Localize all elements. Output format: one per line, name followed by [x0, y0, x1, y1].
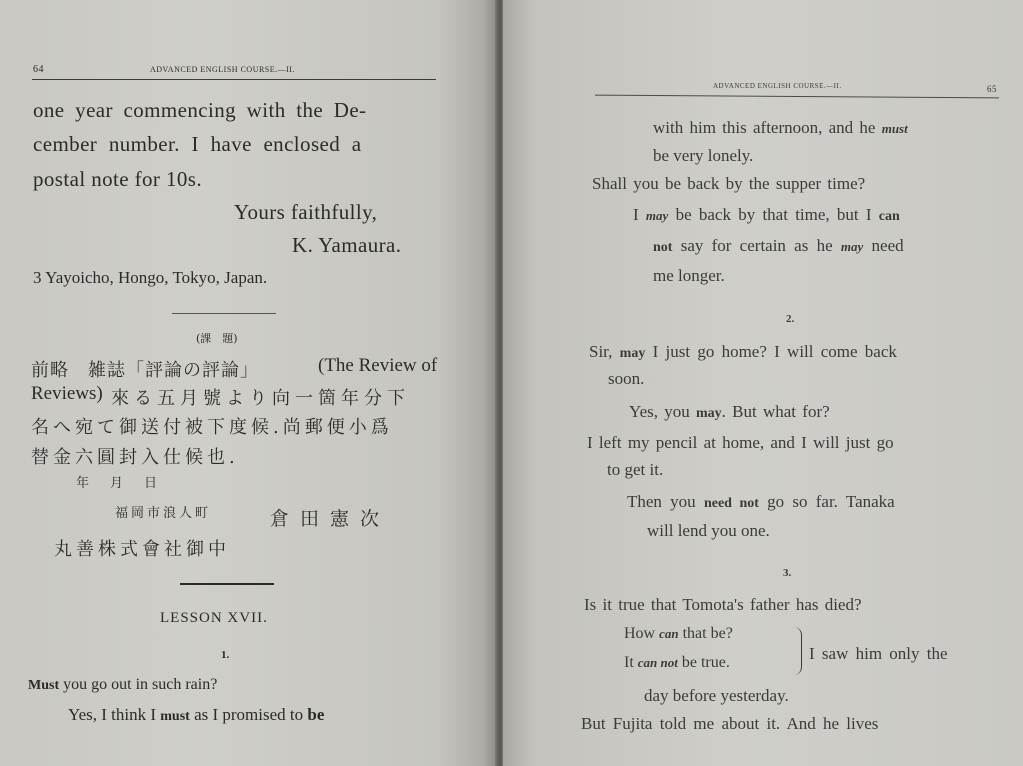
exercise-line: Reviews)	[31, 383, 103, 404]
text-span: go so far. Tanaka	[758, 492, 895, 511]
modal-word: must	[881, 121, 908, 136]
brace	[794, 627, 802, 675]
text-line: I left my pencil at home, and I will just go	[587, 433, 894, 452]
answer-line	[68, 705, 324, 725]
modal-word: not	[653, 240, 673, 255]
running-head: ADVANCED ENGLISH COURSE.—II.	[713, 82, 842, 90]
lesson-title: LESSON XVII.	[160, 610, 268, 626]
page-number: 64	[33, 64, 44, 75]
question-line: Shall you be back by the supper time?	[592, 174, 866, 193]
text-span: How	[624, 625, 660, 642]
answer-line	[627, 492, 895, 512]
text-span: be back by that time, but I	[668, 205, 879, 224]
header-rule	[32, 79, 436, 80]
exercise-line: 來る五月號より向一箇年分下	[111, 388, 410, 409]
header-rule	[595, 95, 999, 99]
sender-name: 倉田憲次	[270, 508, 391, 530]
text-line: I saw him only the	[809, 644, 948, 663]
text-span: Yes, you	[629, 402, 696, 421]
modal-word: can	[659, 626, 679, 641]
letter-closing: Yours faithfully,	[234, 200, 378, 224]
exercise-line: 前略 雑誌「評論の評論」	[31, 360, 259, 381]
right-page	[503, 0, 1023, 766]
text-line: to get it.	[607, 460, 664, 479]
modal-word: can	[878, 209, 900, 224]
section-number: 1.	[221, 649, 230, 661]
letter-signature: K. Yamaura.	[292, 233, 402, 257]
letter-line: cember number. I have enclosed a	[33, 132, 362, 156]
text-line: But Fujita told me about it. And he lives	[581, 714, 879, 733]
recipient: 丸善株式會社御中	[54, 539, 230, 560]
question-text: you go out in such rain?	[59, 676, 218, 693]
question-line	[28, 676, 217, 694]
text-span: say for certain as he	[672, 236, 841, 255]
section-number: 2.	[786, 313, 795, 325]
modal-word: may	[619, 346, 646, 361]
text-span: I	[633, 205, 646, 224]
exercise-line: 名へ宛て御送付被下度候.尚郵便小爲	[31, 417, 393, 438]
text-line: be very lonely.	[653, 146, 754, 165]
text-span: with him this afternoon, and he	[653, 118, 882, 137]
text-span: need	[863, 236, 904, 255]
text-line	[624, 654, 730, 672]
sender-address: 福岡市浪人町	[115, 506, 212, 521]
modal-word: may	[645, 208, 669, 223]
answer-line	[629, 402, 830, 422]
letter-line: one year commencing with the De-	[33, 98, 367, 122]
text-span: Sir,	[589, 342, 620, 361]
exercise-date: 年 月 日	[76, 476, 162, 491]
text-line: will lend you one.	[647, 521, 770, 540]
text-span: . But what for?	[721, 402, 830, 421]
text-span: be true.	[677, 654, 730, 671]
text-line: day before yesterday.	[644, 686, 789, 705]
exercise-line: (The Review of	[318, 355, 438, 376]
page-number: 65	[987, 84, 997, 94]
modal-word: Must	[28, 678, 60, 693]
modal-word: can not	[637, 655, 678, 670]
section-number: 3.	[783, 567, 792, 579]
left-page	[0, 0, 497, 766]
letter-line: postal note for 10s.	[33, 167, 202, 191]
answer-line: me longer.	[653, 266, 725, 285]
modal-word: may	[696, 406, 722, 421]
text-span: that be?	[678, 625, 733, 642]
text-line: soon.	[608, 369, 645, 388]
question-line	[589, 342, 897, 362]
text-line	[624, 625, 733, 643]
text-span: Then you	[627, 492, 704, 511]
answer-text: be	[307, 705, 325, 724]
section-divider	[172, 313, 276, 314]
answer-line	[653, 236, 904, 256]
modal-word: need not	[703, 496, 759, 511]
modal-word: must	[160, 709, 190, 724]
letter-address: 3 Yayoicho, Hongo, Tokyo, Japan.	[33, 268, 268, 287]
running-head: ADVANCED ENGLISH COURSE.—II.	[150, 65, 295, 74]
lesson-divider	[180, 583, 274, 585]
answer-line	[633, 205, 900, 225]
text-span: It	[624, 654, 638, 671]
answer-text: Yes, I think I	[68, 705, 161, 724]
question-line: Is it true that Tomota's father has died?	[584, 595, 862, 614]
exercise-label: (課 題)	[196, 332, 238, 345]
text-span: I just go home? I will come back	[645, 342, 897, 361]
answer-text: as I promised to	[189, 705, 308, 724]
exercise-line: 替金六圓封入仕候也.	[31, 447, 239, 468]
modal-word: may	[840, 239, 864, 254]
text-line	[653, 118, 908, 138]
